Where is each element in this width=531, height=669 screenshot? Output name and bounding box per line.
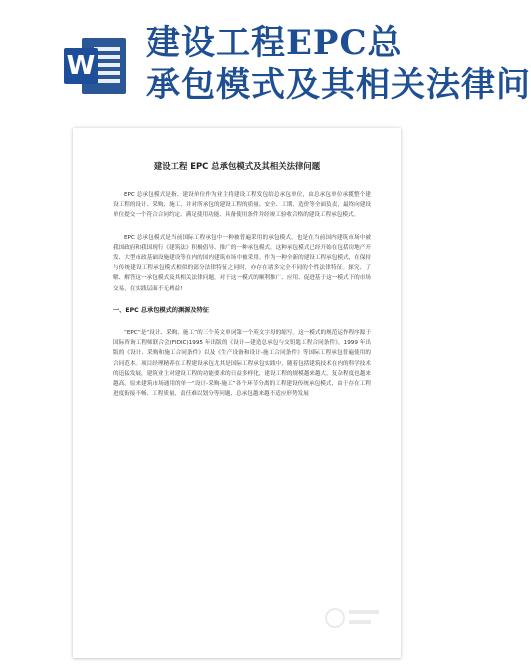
paragraph: EPC 总承包模式是指、建设单位作为业主将建设工程发包给总承包单位，由总承包单位承揽整个建设工程的设计、采购、施工，并对所承包的建设工程的质量、安全、工期、造价等全面负责，最终向建设单位提交一个符合合同约定、满足使用功能、具备使用条件并经竣工验收合格的建设工程承包模式。: [113, 192, 371, 219]
word-document-icon: [64, 38, 126, 94]
banner-title-line-1: 建设工程EPC总: [146, 23, 403, 63]
paragraph: “EPC”是“设计、采购、施工”的三个英文单词第一个英文字母的缩写。这一模式的规范运作程序源于国际咨询工程师联合会(FIDIC)1995 年出版的《设计—建造总承包与交钥匙工程合同条件》，1999 年出版的《设计、采购和施工合同条件》以及《生产设备和设计-施工合同条件》等国际工程承包普遍使用的合同范本。项目经理精养在工程建设承包尤其是国际工程承包实践中，随着包括建筑技术在内的科学技术的迅猛发展，建筑业主对建设工程的功能要求的日益多样化，建设工程的规模越来越大，复杂程度也越来越高。原来建筑市场通用的单一“设计-采购-施工”各个环节分离的工程建设传统承包模式，由于存在工程进度衔接不畅、工程质量、责任难以划分等问题，总承包越来越不适应形势发展: [113, 330, 371, 398]
section-heading: 一、EPC 总承包模式的渊源及特征: [113, 306, 209, 314]
document-title: 建设工程 EPC 总承包模式及其相关法律问题: [153, 161, 321, 171]
document-body: [113, 190, 371, 411]
banner-title-line-2: 承包模式及其相关法律问: [146, 65, 531, 105]
watermark-icon: [323, 598, 383, 638]
banner-title: [146, 22, 531, 106]
logo-letter: W: [64, 48, 98, 84]
paragraph: EPC 总承包模式是当前国际工程承包中一种被普遍采用的承包模式，也是在当前国内建筑市场中被我国政府和我国现行《建筑法》积极倡导、推广的一种承包模式。这种承包模式已经开始在包括房地产开发、大型市政基础设施建设等在内的国内建筑市场中被采用。作为一种全新的建设工程承包模式，在保持与传统建设工程承包模式相似的部分法律特征之同时，亦存在诸多完全不同的个性法律特征。探究、了解、解答这一承包模式及其相关法律问题，对于这一模式的顺利推广、应用、促进基于这一模式下的市场交易，在实践层面不无裨益!: [113, 234, 371, 292]
document-page: [73, 128, 401, 658]
banner: [0, 0, 531, 110]
